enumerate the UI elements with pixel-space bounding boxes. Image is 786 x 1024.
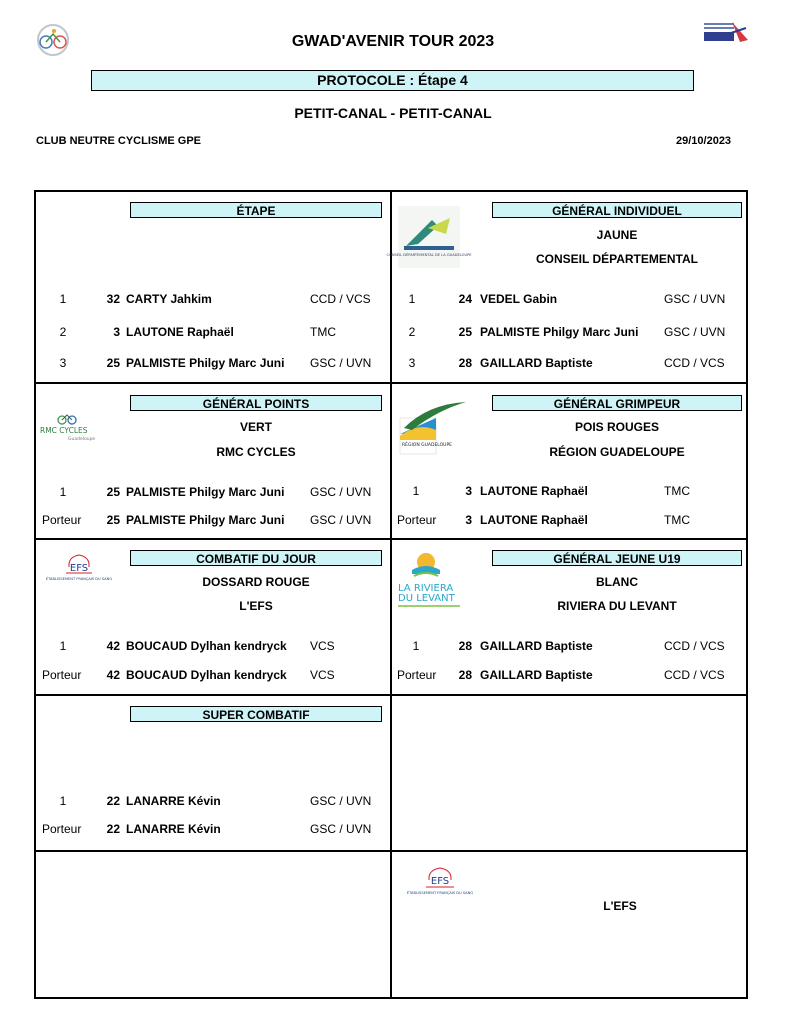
result-row <box>392 325 748 341</box>
rider-name: LAUTONE Raphaël <box>126 325 234 339</box>
bib-number: 3 <box>113 325 120 339</box>
riviera-logo-line2: DU LEVANT <box>398 593 455 604</box>
team-name: CCD / VCS <box>664 668 725 682</box>
jersey-color: BLANC <box>596 575 638 589</box>
jersey-color: VERT <box>239 420 272 434</box>
rank: 1 <box>412 484 420 498</box>
rmc-logo-sub: Guadeloupe <box>68 437 96 442</box>
club-name: CLUB NEUTRE CYCLISME GPE <box>36 135 202 147</box>
bib-number: 25 <box>458 325 472 339</box>
gen-individuel-header: GÉNÉRAL INDIVIDUEL <box>492 202 742 218</box>
bib-number: 28 <box>458 639 472 653</box>
rmc-logo-text: RMC CYCLES <box>40 426 88 435</box>
rank: Porteur <box>42 822 82 836</box>
result-row <box>34 639 390 655</box>
rank: 1 <box>408 292 416 306</box>
page-title: GWAD'AVENIR TOUR 2023 <box>291 33 495 50</box>
team-name: TMC <box>310 325 336 339</box>
efs-logo <box>36 553 122 583</box>
rider-name: PALMISTE Philgy Marc Juni <box>480 325 639 339</box>
sponsor-name: L'EFS <box>603 899 637 913</box>
rank: 1 <box>59 794 67 808</box>
conseil-logo-text: CONSEIL DÉPARTEMENTAL DE LA GUADELOUPE <box>386 253 472 257</box>
team-name: GSC / UVN <box>310 356 372 370</box>
rank: 2 <box>59 325 67 339</box>
result-row <box>34 668 390 684</box>
result-row <box>392 484 748 500</box>
result-row <box>34 356 390 372</box>
jersey-color: DOSSARD ROUGE <box>202 575 310 589</box>
rider-name: LAUTONE Raphaël <box>480 484 588 498</box>
jersey-sponsor: RMC CYCLES <box>216 445 296 459</box>
result-row <box>392 668 748 684</box>
jersey-sponsor: RÉGION GUADELOUPE <box>549 445 685 459</box>
rider-name: LAUTONE Raphaël <box>480 513 588 527</box>
bib-number: 25 <box>106 513 120 527</box>
bib-number: 25 <box>106 356 120 370</box>
bib-number: 28 <box>458 356 472 370</box>
bib-number: 32 <box>106 292 120 306</box>
rank: 2 <box>408 325 416 339</box>
etape-header: ÉTAPE <box>130 202 382 218</box>
date: 29/10/2023 <box>676 135 732 147</box>
team-name: CCD / VCS <box>664 639 725 653</box>
result-row <box>34 513 390 529</box>
team-name: TMC <box>664 484 690 498</box>
result-row <box>34 485 390 501</box>
rider-name: GAILLARD Baptiste <box>480 668 593 682</box>
rider-name: PALMISTE Philgy Marc Juni <box>126 485 285 499</box>
combatif-header: COMBATIF DU JOUR <box>130 550 382 566</box>
rank: 1 <box>59 485 67 499</box>
result-row <box>392 356 748 372</box>
bib-number: 3 <box>465 484 472 498</box>
team-name: GSC / UVN <box>310 794 372 808</box>
jersey-sponsor: CONSEIL DÉPARTEMENTAL <box>535 252 698 266</box>
efs-logo-text: EFS <box>69 563 89 574</box>
bib-number: 24 <box>458 292 472 306</box>
jersey-sponsor: L'EFS <box>239 599 273 613</box>
result-row <box>392 639 748 655</box>
result-row <box>34 794 390 810</box>
rider-name: PALMISTE Philgy Marc Juni <box>126 513 285 527</box>
rider-name: PALMISTE Philgy Marc Juni <box>126 356 285 370</box>
gen-points-header: GÉNÉRAL POINTS <box>130 395 382 411</box>
column-divider <box>390 190 392 999</box>
bib-number: 22 <box>106 794 120 808</box>
bib-number: 25 <box>106 485 120 499</box>
rider-name: LANARRE Kévin <box>126 822 221 836</box>
jersey-sponsor: RIVIERA DU LEVANT <box>557 599 677 613</box>
bib-number: 3 <box>465 513 472 527</box>
region-guadeloupe-logo <box>398 400 468 458</box>
team-name: GSC / UVN <box>310 822 372 836</box>
team-name: VCS <box>310 639 335 653</box>
team-name: GSC / UVN <box>310 485 372 499</box>
jersey-color: JAUNE <box>596 228 638 242</box>
rider-name: BOUCAUD Dylhan kendryck <box>126 639 287 653</box>
rider-name: BOUCAUD Dylhan kendryck <box>126 668 287 682</box>
team-name: VCS <box>310 668 335 682</box>
team-name: GSC / UVN <box>664 325 726 339</box>
rank: Porteur <box>397 513 437 527</box>
bib-number: 42 <box>106 639 120 653</box>
top-right-logo <box>702 20 750 46</box>
rank: 3 <box>59 356 67 370</box>
rank: 1 <box>412 639 420 653</box>
riviera-logo-line1: LA RIVIERA <box>398 583 454 594</box>
bib-number: 42 <box>106 668 120 682</box>
rank: Porteur <box>397 668 437 682</box>
result-row <box>34 822 390 838</box>
efs-logo <box>396 866 486 898</box>
rider-name: CARTY Jahkim <box>126 292 212 306</box>
efs-logo-sub: ÉTABLISSEMENT FRANÇAIS DU SANG <box>45 577 113 581</box>
bib-number: 28 <box>458 668 472 682</box>
team-name: GSC / UVN <box>310 513 372 527</box>
rider-name: GAILLARD Baptiste <box>480 356 593 370</box>
region-logo-text: RÉGION GUADELOUPE <box>402 443 453 448</box>
gen-jeune-header: GÉNÉRAL JEUNE U19 <box>492 550 742 566</box>
team-name: CCD / VCS <box>664 356 725 370</box>
route-title: PETIT-CANAL - PETIT-CANAL <box>294 105 492 121</box>
jersey-color: POIS ROUGES <box>574 420 660 434</box>
rank: Porteur <box>42 668 82 682</box>
super-combatif-header: SUPER COMBATIF <box>130 706 382 722</box>
protocol-banner: PROTOCOLE : Étape 4 <box>91 70 694 91</box>
result-row <box>392 292 748 308</box>
gen-grimpeur-header: GÉNÉRAL GRIMPEUR <box>492 395 742 411</box>
rank: 3 <box>408 356 416 370</box>
riviera-du-levant-logo <box>396 550 464 614</box>
team-name: CCD / VCS <box>310 292 371 306</box>
team-name: GSC / UVN <box>664 292 726 306</box>
rider-name: VEDEL Gabin <box>480 292 558 306</box>
team-name: TMC <box>664 513 690 527</box>
efs-logo-text: EFS <box>430 876 450 887</box>
result-row <box>34 292 390 308</box>
rmc-cycles-logo <box>38 412 102 442</box>
result-row <box>392 513 748 529</box>
efs-logo-sub: ÉTABLISSEMENT FRANÇAIS DU SANG <box>406 891 474 895</box>
rider-name: LANARRE Kévin <box>126 794 221 808</box>
result-row <box>34 325 390 341</box>
conseil-departemental-logo <box>386 206 472 268</box>
rank: 1 <box>59 292 67 306</box>
rider-name: GAILLARD Baptiste <box>480 639 593 653</box>
bib-number: 22 <box>106 822 120 836</box>
rank: 1 <box>59 639 67 653</box>
rank: Porteur <box>42 513 82 527</box>
